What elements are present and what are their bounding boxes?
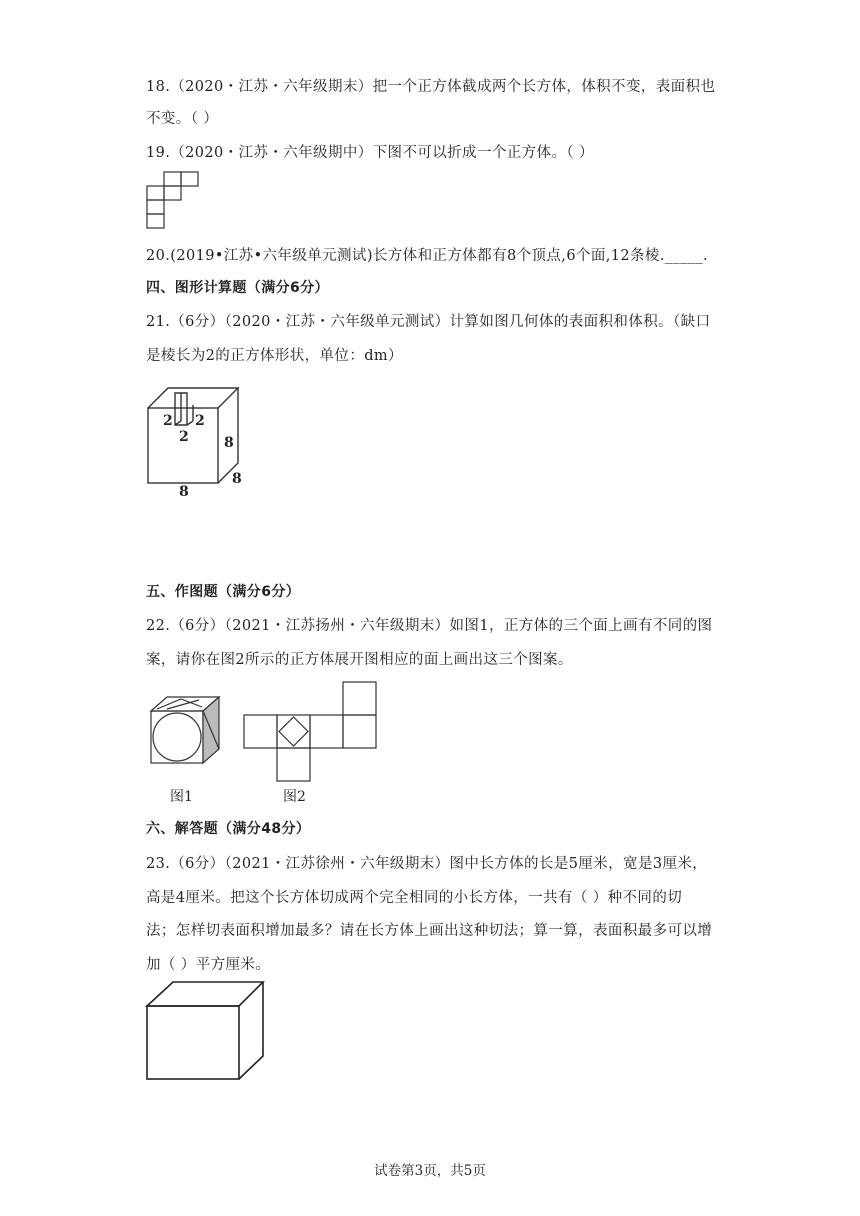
label-notch-left: 2 [163,413,173,429]
label-depth: 8 [232,471,242,487]
page-footer: 试卷第3页，共5页 [374,1163,486,1179]
q18-text-line1: 18.（2020・江苏・六年级期末）把一个正方体截成两个长方体，体积不变，表面积也 [146,79,716,95]
fig2-caption: 图2 [283,789,306,805]
q23-cuboid-figure [143,978,268,1083]
q19-net-figure [145,170,215,240]
section-4-heading: 四、图形计算题（满分6分） [146,280,329,296]
section-6-heading: 六、解答题（满分48分） [146,821,311,837]
q23-text-line2: 高是4厘米。把这个长方体切成两个完全相同的小长方体，一共有（ ）种不同的切 [146,890,683,906]
q18-text-line2: 不变。（ ） [146,111,219,127]
q22-figure2-net [242,680,382,785]
q19-text: 19.（2020・江苏・六年级期中）下图不可以折成一个正方体。（ ） [146,145,594,161]
q22-figure1-cube [146,695,226,770]
q23-text-line4: 加（ ）平方厘米。 [146,957,271,973]
q21-notched-cube-figure [143,383,253,498]
q23-text-line1: 23.（6分）（2021・江苏徐州・六年级期末）图中长方体的长是5厘米，宽是3厘米， [146,856,708,872]
q21-text-line2: 是棱长为2的正方体形状，单位：dm） [146,348,403,364]
label-notch-right: 2 [195,413,205,429]
q23-text-line3: 法；怎样切表面积增加最多？请在长方体上画出这种切法；算一算，表面积最多可以增 [146,923,713,939]
label-notch-bottom: 2 [179,429,189,445]
section-5-heading: 五、作图题（满分6分） [146,584,301,600]
q20-text: 20.(2019•江苏•六年级单元测试)长方体和正方体都有8个顶点,6个面,12条棱._____. [146,248,709,264]
q22-text-line2: 案，请你在图2所示的正方体展开图相应的面上画出这三个图案。 [146,652,573,668]
fig1-caption: 图1 [170,789,193,805]
label-width: 8 [179,484,189,498]
label-height: 8 [224,435,234,451]
q21-text-line1: 21.（6分）（2020・江苏・六年级单元测试）计算如图几何体的表面积和体积。（缺口 [146,314,711,330]
q22-text-line1: 22.（6分）（2021・江苏扬州・六年级期末）如图1，正方体的三个面上画有不同的图 [146,618,713,634]
